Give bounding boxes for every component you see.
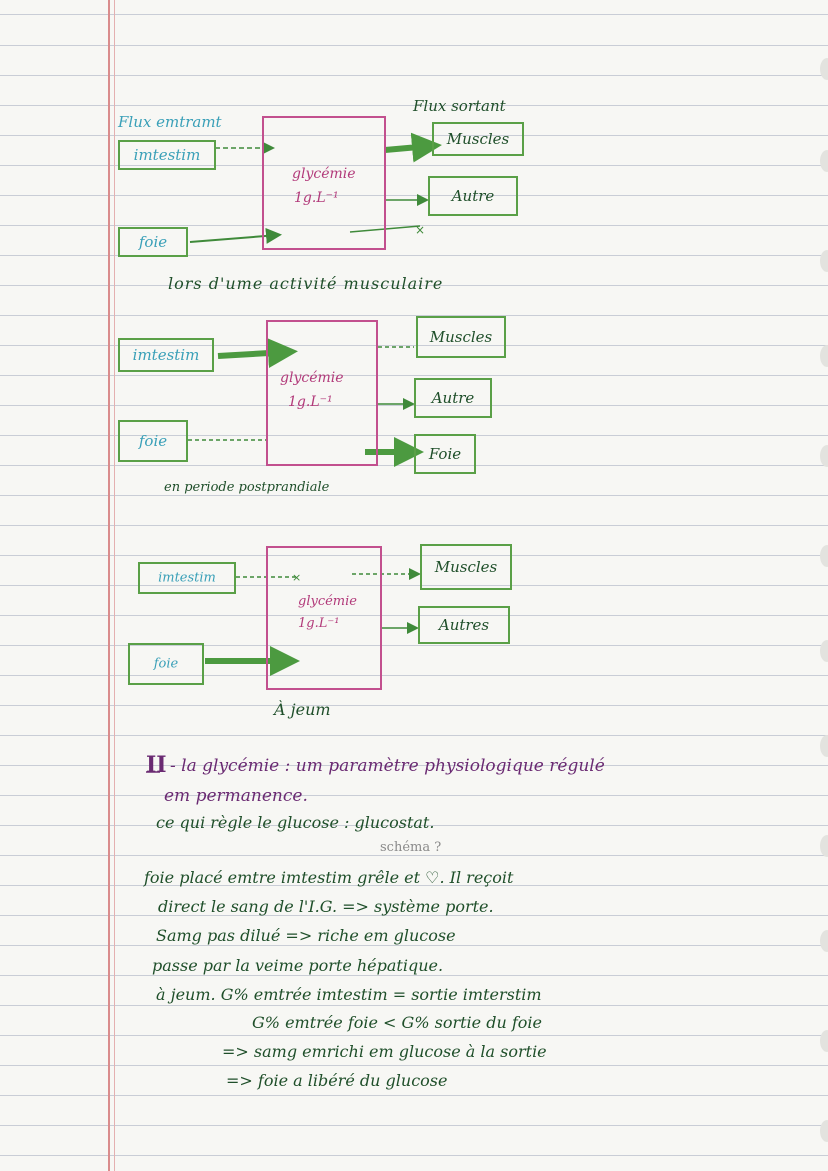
caption-d3: À jeum [274,700,331,719]
glycemie-label-d3: glycémie [298,594,357,609]
glycemie-value-d1: 1g.L⁻¹ [294,190,339,206]
body-line: à jeum. G% emtrée imtestim = sortie imterstim [156,985,542,1004]
section-note: schéma ? [380,840,442,855]
intestin-label-d1: imtestim [133,146,201,164]
intestin-box-d1 [118,140,216,170]
body-line: G% emtrée foie < G% sortie du foie [252,1013,542,1032]
caption-d2: en periode postprandiale [164,480,330,495]
autre-label-d2: Autre [431,389,475,407]
foie-label-d3: foie [153,656,179,672]
body-line: passe par la veime porte hépatique. [152,956,444,975]
cross-mark: × [292,571,302,584]
foie-box-d3 [128,643,204,685]
cross-mark: × [415,223,426,237]
muscles-label-d1: Muscles [446,130,510,148]
glycemie-label-d1: glycémie [292,166,356,182]
flux-entrant-label: Flux emtramt [118,113,222,131]
autres-label-d3: Autres [438,616,490,634]
muscles-box-d1 [432,122,524,156]
body-line: => foie a libéré du glucose [226,1071,448,1090]
muscles-box-d2 [416,316,506,358]
glycemie-label-d2: glycémie [280,370,344,386]
autres-box-d3 [418,606,510,644]
autre-box-d2 [414,378,492,418]
section-numeral: II [146,752,167,778]
section-title-line1: - la glycémie : um paramètre physiologique régulé [170,756,605,776]
flux-sortant-label: Flux sortant [413,97,506,115]
section-line3: ce qui règle le glucose : glucostat. [156,813,435,832]
autre-label-d1: Autre [451,187,495,205]
foie-label-d1: foie [138,233,168,251]
foie-out-box-d2 [414,434,476,474]
body-line: foie placé emtre imtestim grêle et ♡. Il reçoit [144,868,514,887]
muscles-label-d2: Muscles [429,328,493,346]
intestin-box-d2 [118,338,214,372]
intestin-label-d2: imtestim [132,346,200,364]
glycemie-value-d3: 1g.L⁻¹ [298,616,340,631]
intestin-box-d3 [138,562,236,594]
glycemie-box-d2 [266,320,378,466]
muscles-box-d3 [420,544,512,590]
caption-d1: lors d'ume activité musculaire [168,274,444,293]
glycemie-box-d3 [266,546,382,690]
intestin-label-d3: imtestim [158,570,216,586]
section-title-line2: em permanence. [164,786,308,806]
autre-box-d1 [428,176,518,216]
body-line: direct le sang de l'I.G. => système porte. [158,897,494,916]
arrow-muscles-d1 [385,146,430,150]
muscles-label-d3: Muscles [434,558,498,576]
glycemie-value-d2: 1g.L⁻¹ [288,394,333,410]
foie-box-d1 [118,227,188,257]
foie-label-d2: foie [138,432,168,450]
body-line: Samg pas dilué => riche em glucose [156,926,456,945]
body-line: => samg emrichi em glucose à la sortie [222,1042,547,1061]
foie-box-d2 [118,420,188,462]
glycemie-box-d1 [262,116,386,250]
foie-out-label-d2: Foie [428,445,462,463]
